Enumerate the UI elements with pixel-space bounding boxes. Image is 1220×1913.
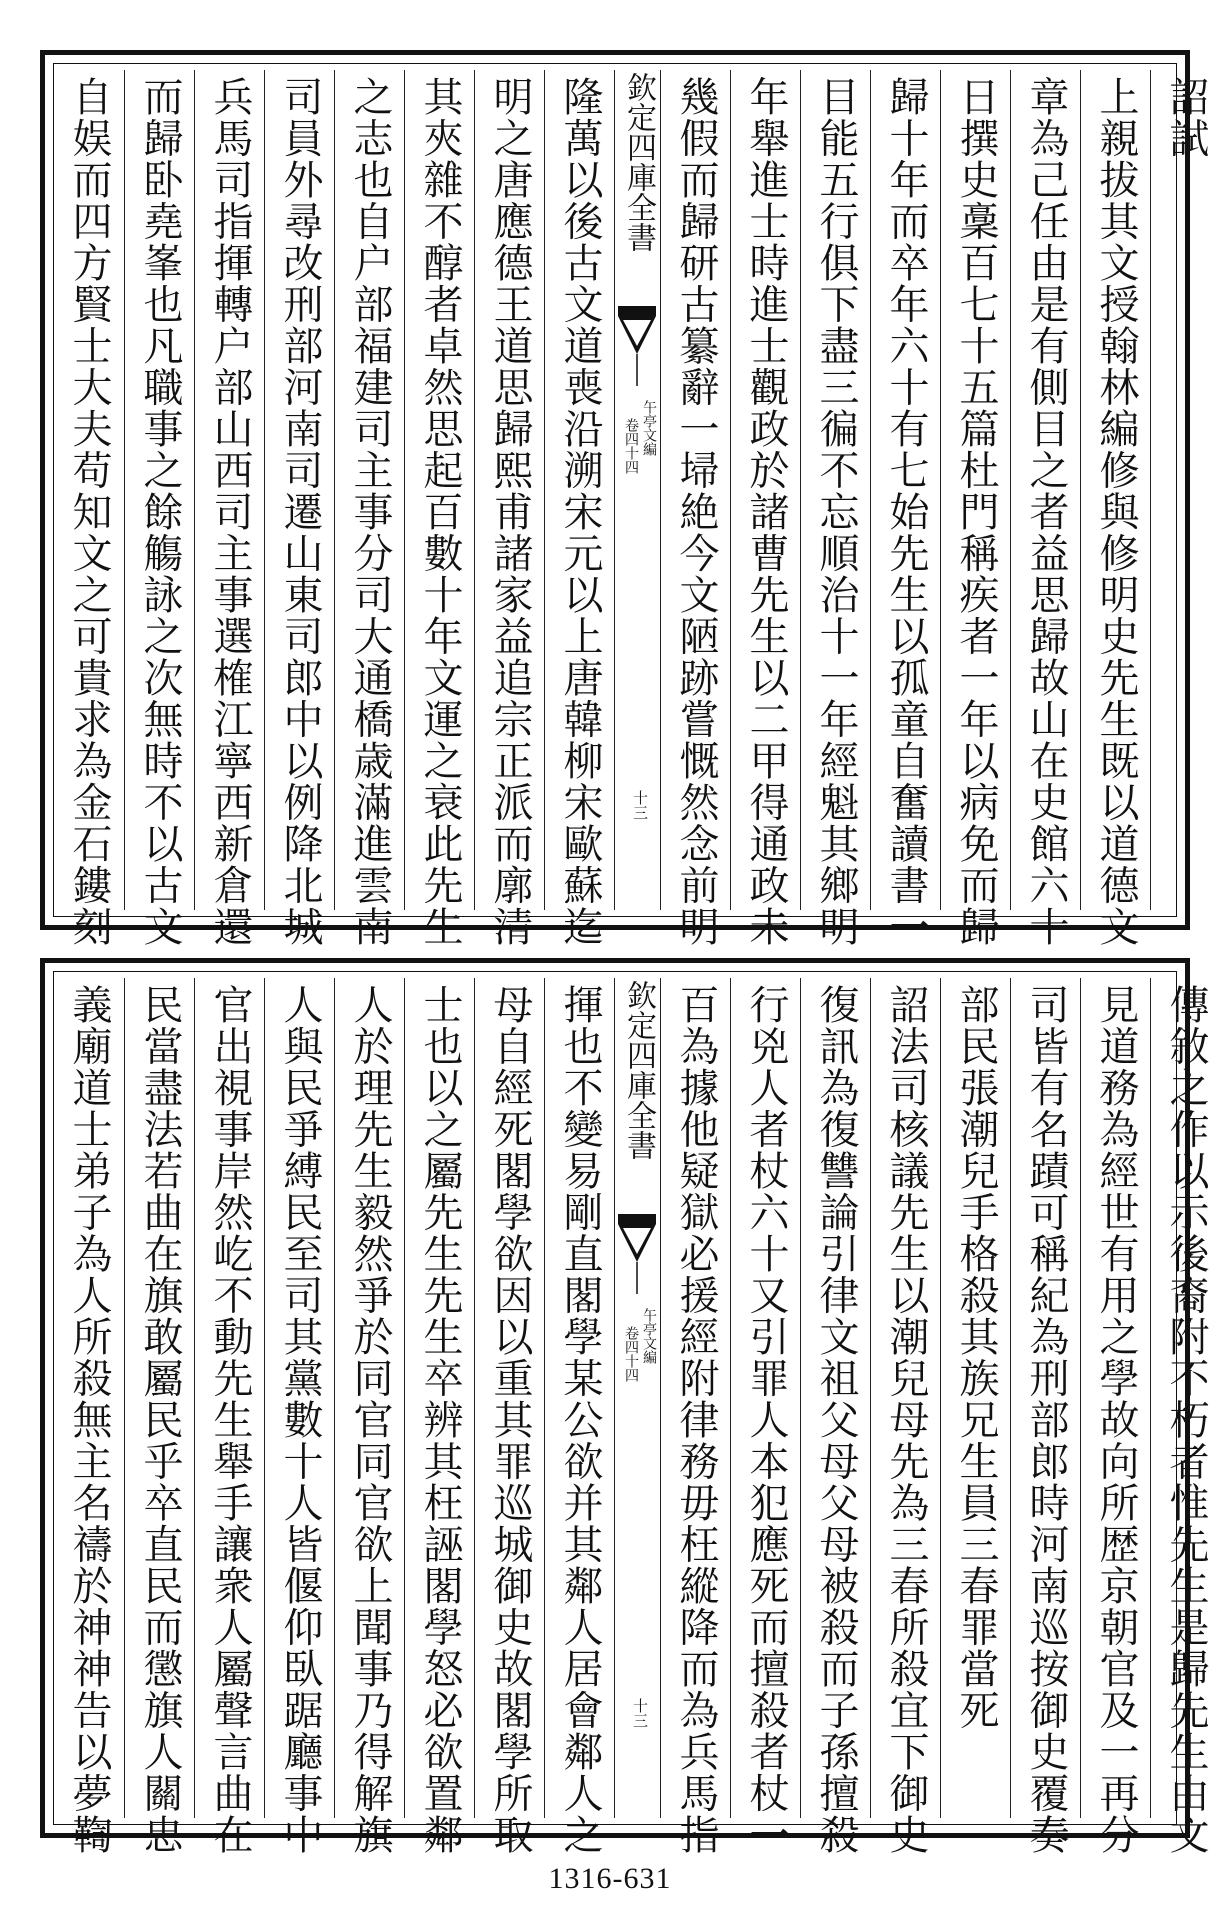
lower-page [40,958,1209,1856]
upper-page [40,50,1209,948]
book-title: 午亭文編 [641,400,657,456]
page-number: 1316-631 [548,1862,672,1895]
text-column: 母自經死閣學欲因以重其罪巡城御史故閣學所取 [474,978,545,1818]
text-column: 幾假而歸研古纂辭一埽絶今文陋跡嘗慨然念前明 [660,70,731,910]
center-fold-column [614,978,661,1818]
library-title: 欽定四庫全書 [621,980,656,1160]
center-fold-column [614,70,661,910]
volume-label: 卷四十四 [623,418,639,474]
text-column: 目能五行俱下盡三徧不忘順治十一年經魁其鄉明 [800,70,871,910]
text-column: 詔試 [1150,70,1220,910]
text-column: 而歸卧堯峯也凡職事之餘觴詠之次無時不以古文 [124,70,195,910]
text-column: 義廟道士弟子為人所殺無主名禱於神神告以夢鞫 [66,984,112,1856]
library-title: 欽定四庫全書 [621,72,656,252]
text-column: 其夾雜不醇者卓然思起百數十年文運之衰此先生 [404,70,475,910]
text-column: 官出視事岸然屹不動先生舉手讓衆人屬聲言曲在 [194,978,265,1818]
text-column: 傳敘之作以示後裔附不朽者惟先生是歸先生由文 [1150,978,1220,1818]
text-column: 見道務為經世有用之學故向所歴京朝官及一再分 [1080,978,1151,1818]
text-column: 日撰史稾百七十五篇杜門稱疾者一年以病免而歸 [940,70,1011,910]
text-column: 士也以之屬先生先生卒辨其枉誣閣學怒必欲置鄰 [404,978,475,1818]
fish-tail-mark-icon [618,306,656,386]
text-column: 兵馬司指揮轉户部山西司主事選榷江寧西新倉還 [194,70,265,910]
text-column: 人於理先生毅然爭於同官同官欲上聞事乃得解旗 [334,978,405,1818]
text-column: 之志也自户部福建司主事分司大通橋歳滿進雲南 [334,70,405,910]
volume-label: 卷四十四 [623,1326,639,1382]
text-column: 詔法司核議先生以潮兒母先為三春所殺宜下御史 [870,978,941,1818]
text-column: 部民張潮兒手格殺其族兄生員三春罪當死 [940,978,1011,1818]
upper-page-frame [53,63,1209,948]
text-column: 年舉進士時進士觀政於諸曹先生以二甲得通政未 [730,70,801,910]
fish-tail-mark-icon [618,1214,656,1294]
text-column: 歸十年而卒年六十有七始先生以孤童自奮讀書一 [870,70,941,910]
text-column: 復訊為復讐論引律文祖父母父母被殺而子孫擅殺 [800,978,871,1818]
book-title: 午亭文編 [641,1308,657,1364]
text-column: 司員外尋改刑部河南司遷山東司郎中以例降北城 [264,70,335,910]
text-column: 上親拔其文授翰林編修與修明史先生既以道德文 [1080,70,1151,910]
text-column: 司皆有名蹟可稱紀為刑部郎時河南巡按御史覆奏 [1010,978,1081,1818]
lower-page-frame [53,971,1209,1856]
text-column: 百為據他疑獄必援經附律務毋枉縱降而為兵馬指 [660,978,731,1818]
text-column: 隆萬以後古文道喪沿溯宋元以上唐韓柳宋歐蘇迄 [544,70,615,910]
text-column: 揮也不變易剛直閣學某公欲并其鄰人居會鄰人之 [544,978,615,1818]
leaf-number: 十三 [631,790,649,820]
text-column: 行兇人者杖六十又引罪人本犯應死而擅殺者杖一 [730,978,801,1818]
text-column: 人與民爭縛民至司其黨數十人皆偃仰臥踞廳事中 [264,978,335,1818]
text-column: 民當盡法若曲在旗敢屬民乎卒直民而懲旗人關忠 [124,978,195,1818]
text-column: 明之唐應德王道思歸熙甫諸家益追宗正派而廓清 [474,70,545,910]
text-column: 章為己任由是有側目之者益思歸故山在史館六十 [1010,70,1081,910]
leaf-number: 十三 [631,1698,649,1728]
text-column: 自娱而四方賢士大夫苟知文之可貴求為金石鏤刻 [66,76,112,948]
